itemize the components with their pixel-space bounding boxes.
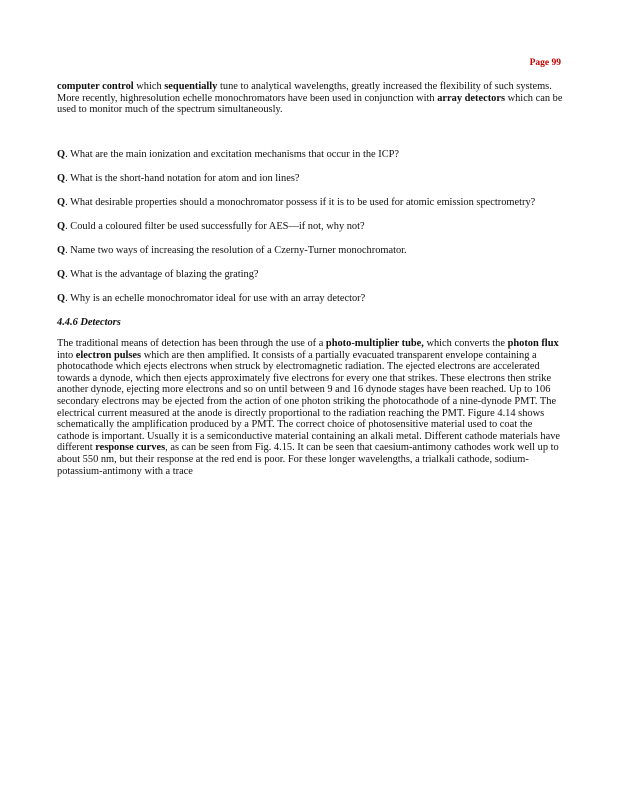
question-label: Q xyxy=(57,245,66,257)
question-4 xyxy=(57,221,565,233)
question-2 xyxy=(57,173,565,185)
question-1 xyxy=(57,149,565,161)
body-text-1: The traditional means of detection has been through the use of a xyxy=(57,338,326,350)
question-5 xyxy=(57,245,565,257)
term-photon-flux: photon flux xyxy=(507,338,559,350)
question-text: . Why is an echelle monochromator ideal for use with an array detector? xyxy=(65,293,366,305)
term-computer-control: computer control xyxy=(57,81,134,92)
body-paragraph xyxy=(57,338,565,477)
question-label: Q xyxy=(57,196,66,208)
intro-paragraph xyxy=(57,81,565,116)
term-electron-pulses: electron pulses xyxy=(75,349,142,361)
body-text-5: , as can be seen from Fig. 4.15. It can be seen that caesium-antimony cathodes work well up to about 550 nm, but their response at the red end is poor. For these longer wavelengths, a trialkali cathode, sodium-potassium-antimony with a trace xyxy=(57,442,559,477)
question-label: Q xyxy=(57,172,66,184)
section-heading: 4.4.6 Detectors xyxy=(57,317,121,329)
question-text: . What is the short-hand notation for atom and ion lines? xyxy=(65,172,300,184)
term-sequentially: sequentially xyxy=(164,81,218,92)
question-3 xyxy=(57,197,565,209)
question-label: Q xyxy=(57,269,66,281)
question-6 xyxy=(57,269,565,281)
page-number: Page 99 xyxy=(529,58,561,68)
intro-text-3: which can be used to monitor much of the spectrum simultaneously. xyxy=(57,92,563,116)
question-label: Q xyxy=(57,148,66,160)
question-text: . What is the advantage of blazing the grating? xyxy=(65,269,259,281)
body-text-3: into xyxy=(57,349,76,361)
intro-text-1: which xyxy=(133,81,165,92)
page-content xyxy=(57,81,565,477)
term-response-curves: response curves xyxy=(95,442,166,454)
question-text: . Name two ways of increasing the resolution of a Czerny-Turner monochromator. xyxy=(65,245,407,257)
question-text: . What are the main ionization and excitation mechanisms that occur in the ICP? xyxy=(65,148,400,160)
question-label: Q xyxy=(57,293,66,305)
question-text: . What desirable properties should a monochromator possess if it is to be used for atomic emission spectrometry? xyxy=(65,196,536,208)
question-label: Q xyxy=(57,221,66,233)
question-text: . Could a coloured filter be used successfully for AES—if not, why not? xyxy=(65,221,365,233)
term-photo-multiplier-tube: photo-multiplier tube, xyxy=(325,338,424,350)
body-text-2: which converts the xyxy=(423,338,508,350)
intro-text-2: tune to analytical wavelengths, greatly increased the flexibility of such systems. More recently, highresolution echelle monochromators have been used in conjunction with xyxy=(57,81,552,104)
body-text-4: which are then amplified. It consists of a partially evacuated transparent envelope containing a photocathode which ejects electrons when struck by electromagnetic radiation. The ejected electrons are accelerated towards a dynode, which then ejects approximately five electrons for every one that strikes. These electrons then strike another dynode, ejecting more electrons and so on until between 9 and 16 dynode stages have been reached. Up to 106 secondary electrons may be ejected from the action of one photon striking the photocathode of a nine-dynode PMT. The electrical current measured at the anode is directly proportional to the radiation reaching the PMT. Figure 4.14 shows schematically the amplification produced by a PMT. The correct choice of photosensitive material used to coat the cathode is important. Usually it is a semiconductive material containing an alkali metal. Different cathode materials have different xyxy=(57,349,561,454)
question-7 xyxy=(57,293,565,305)
term-array-detectors: array detectors xyxy=(437,92,506,104)
